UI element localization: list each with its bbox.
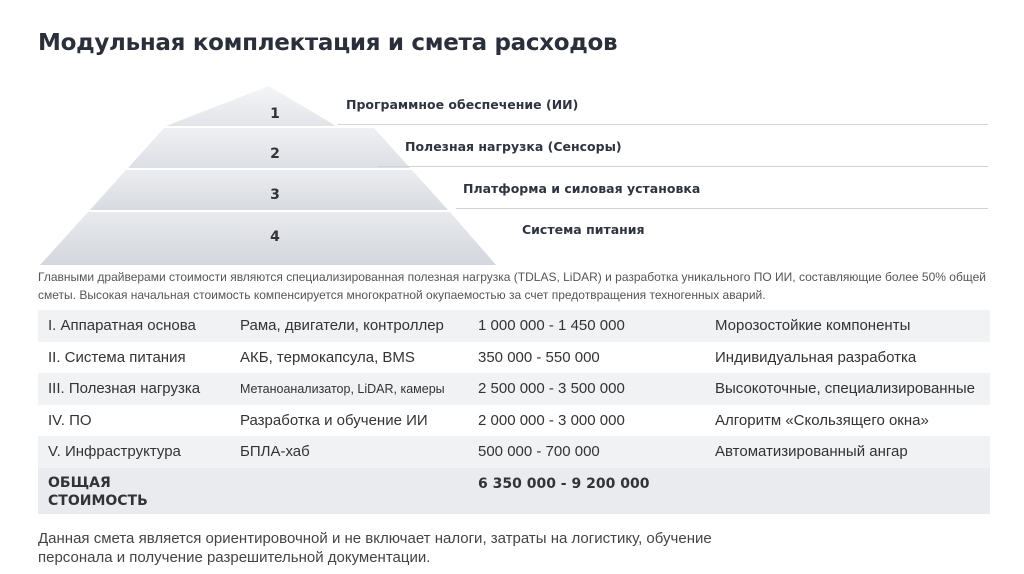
total-cost: 6 350 000 - 9 200 000 — [478, 475, 650, 492]
table-total-row — [38, 468, 990, 514]
row-section: I. Аппаратная основа — [48, 317, 196, 334]
estimate-footnote: Данная смета является ориентировочной и не включает налоги, затраты на логистику, обучение персонала и получение разрешительной документации. — [38, 530, 712, 566]
row-components: Разработка и обучение ИИ — [240, 411, 428, 429]
table-row — [38, 342, 990, 374]
pyramid-number-4: 4 — [270, 229, 280, 245]
row-section: II. Система питания — [48, 348, 186, 366]
row-note: Автоматизированный ангар — [715, 443, 908, 460]
page-title: Модульная комплектация и смета расходов — [38, 30, 618, 56]
tier-divider-2 — [378, 166, 988, 167]
cost-table — [38, 310, 990, 514]
table-row — [38, 373, 990, 405]
row-components: АКБ, термокапсула, BMS — [240, 348, 415, 366]
tier-label-3: Платформа и силовая установка — [463, 181, 701, 196]
pyramid-number-2: 2 — [270, 146, 280, 162]
pyramid-tier-1 — [166, 86, 336, 126]
tier-label-4: Система питания — [522, 222, 645, 237]
table-row — [38, 310, 990, 342]
row-note: Алгоритм «Скользящего окна» — [715, 411, 929, 429]
row-components: Рама, двигатели, контроллер — [240, 317, 444, 334]
row-section: V. Инфраструктура — [48, 443, 181, 460]
table-row — [38, 436, 990, 468]
row-section: IV. ПО — [48, 411, 92, 429]
cost-drivers-description: Главными драйверами стоимости являются специализированная полезная нагрузка (TDLAS, LiDAR) и разработка уникального ПО ИИ, составляющие более 50% общей сметы. Высокая начальная стоимость компенсируется многократной окупаемостью за счет предотвращения техногенных аварий. — [38, 270, 986, 302]
tier-divider-3 — [456, 208, 988, 209]
row-section: III. Полезная нагрузка — [48, 380, 201, 397]
row-cost: 2 000 000 - 3 000 000 — [478, 411, 625, 429]
row-cost: 500 000 - 700 000 — [478, 443, 600, 460]
pyramid-diagram — [0, 0, 1024, 270]
row-note: Морозостойкие компоненты — [715, 317, 911, 334]
pyramid-number-3: 3 — [270, 187, 280, 203]
row-note: Высокоточные, специализированные — [715, 380, 975, 397]
tier-divider-1 — [338, 124, 988, 125]
table-row — [38, 405, 990, 437]
tier-label-1: Программное обеспечение (ИИ) — [346, 97, 579, 112]
total-label: ОБЩАЯ СТОИМОСТЬ — [48, 474, 148, 509]
row-components: БПЛА-хаб — [240, 443, 310, 460]
pyramid-number-1: 1 — [270, 106, 280, 122]
row-note: Индивидуальная разработка — [715, 348, 917, 366]
row-cost: 2 500 000 - 3 500 000 — [478, 380, 625, 397]
tier-label-2: Полезная нагрузка (Сенсоры) — [405, 139, 622, 154]
row-cost: 1 000 000 - 1 450 000 — [478, 317, 625, 334]
row-cost: 350 000 - 550 000 — [478, 348, 600, 366]
row-components: Метаноанализатор, LiDAR, камеры — [240, 382, 445, 396]
